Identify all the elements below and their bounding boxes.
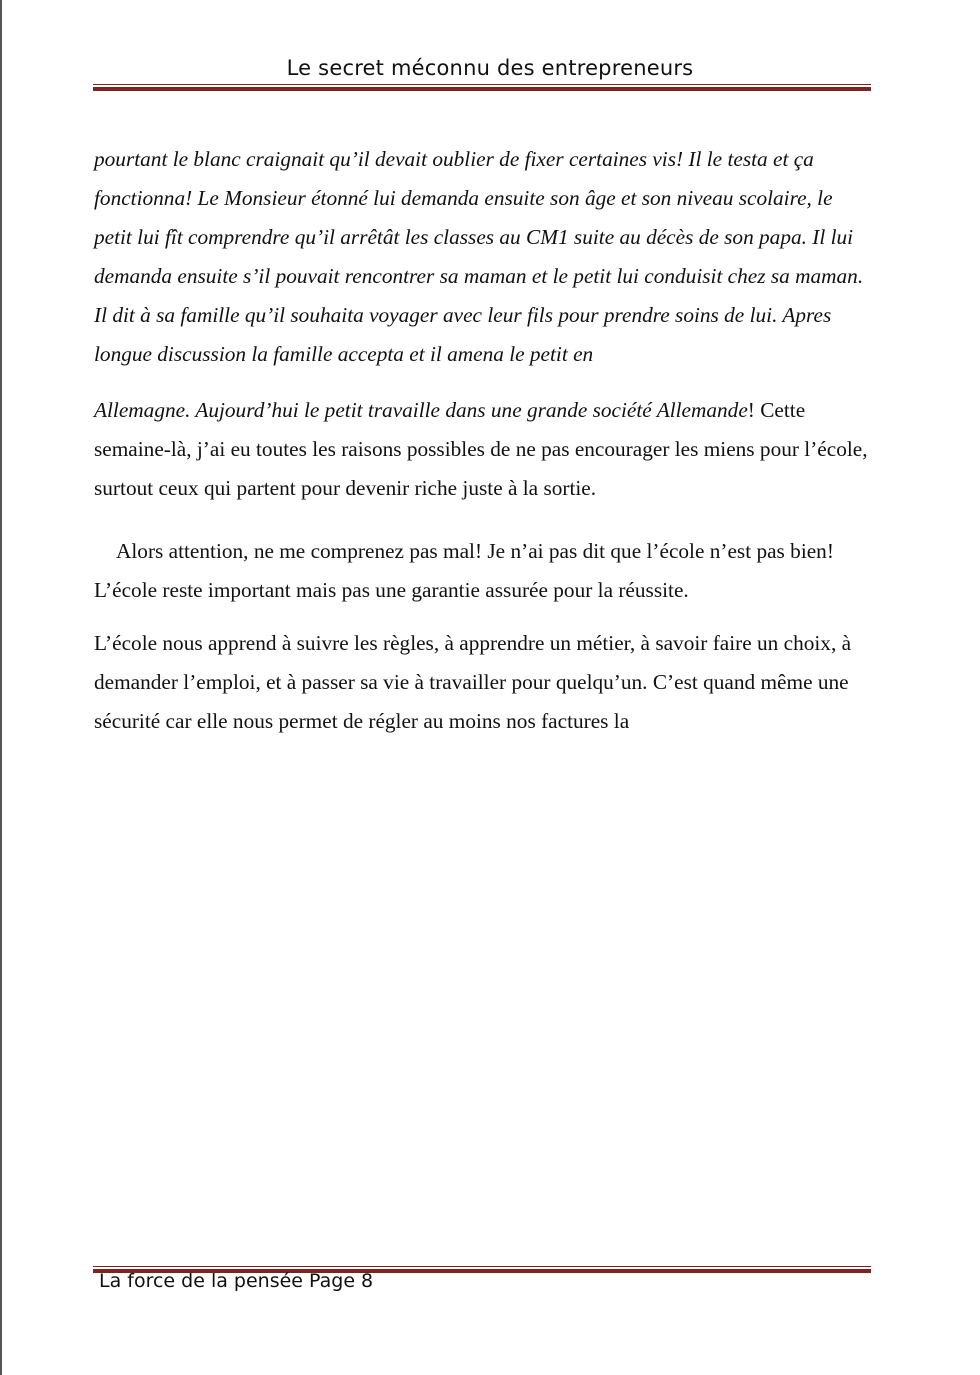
paragraph-4: L’école nous apprend à suivre les règles, à apprendre un métier, à savoir faire un choix, à demander l’emploi, et à passer sa vie à travailler pour quelqu’un. C’est quand même une sécurité car elle nous permet de régler au moins nos factures la: [94, 631, 852, 733]
header-rule: [93, 84, 871, 91]
paragraph-3: Alors attention, ne me comprenez pas mal! Je n’ai pas dit que l’école n’est pas bien! L’école reste important mais pas une garantie assurée pour la réussite.: [94, 539, 834, 602]
paragraph-2: [94, 391, 869, 508]
paragraph-1: pourtant le blanc craignait qu’il devait oublier de fixer certaines vis! Il le testa et ça fonctionna! Le Monsieur étonné lui demanda ensuite son âge et son niveau scolaire, le petit lui fît comprendre qu’il arrêtât les classes au CM1 suite au décès de son papa. Il lui demanda ensuite s’il pouvait rencontrer sa maman et le petit lui conduisit chez sa maman. Il dit à sa famille qu’il souhaita voyager avec leur fils pour prendre soins de lui. Apres longue discussion la famille accepta et il amena le petit en: [94, 147, 864, 366]
body-text: [94, 140, 869, 741]
paragraph-2-italic: Allemagne. Aujourd’hui le petit travaille dans une grande société Allemande: [94, 398, 748, 422]
page-left-edge: [0, 0, 2, 1375]
paragraph-2-rest: ! Cette semaine-là, j’ai eu toutes les raisons possibles de ne pas encourager les miens pour l’école, surtout ceux qui partent pour devenir riche juste à la sortie.: [94, 398, 868, 500]
running-footer: La force de la pensée Page 8: [99, 1270, 374, 1292]
running-header-title: Le secret méconnu des entrepreneurs: [286, 56, 694, 80]
